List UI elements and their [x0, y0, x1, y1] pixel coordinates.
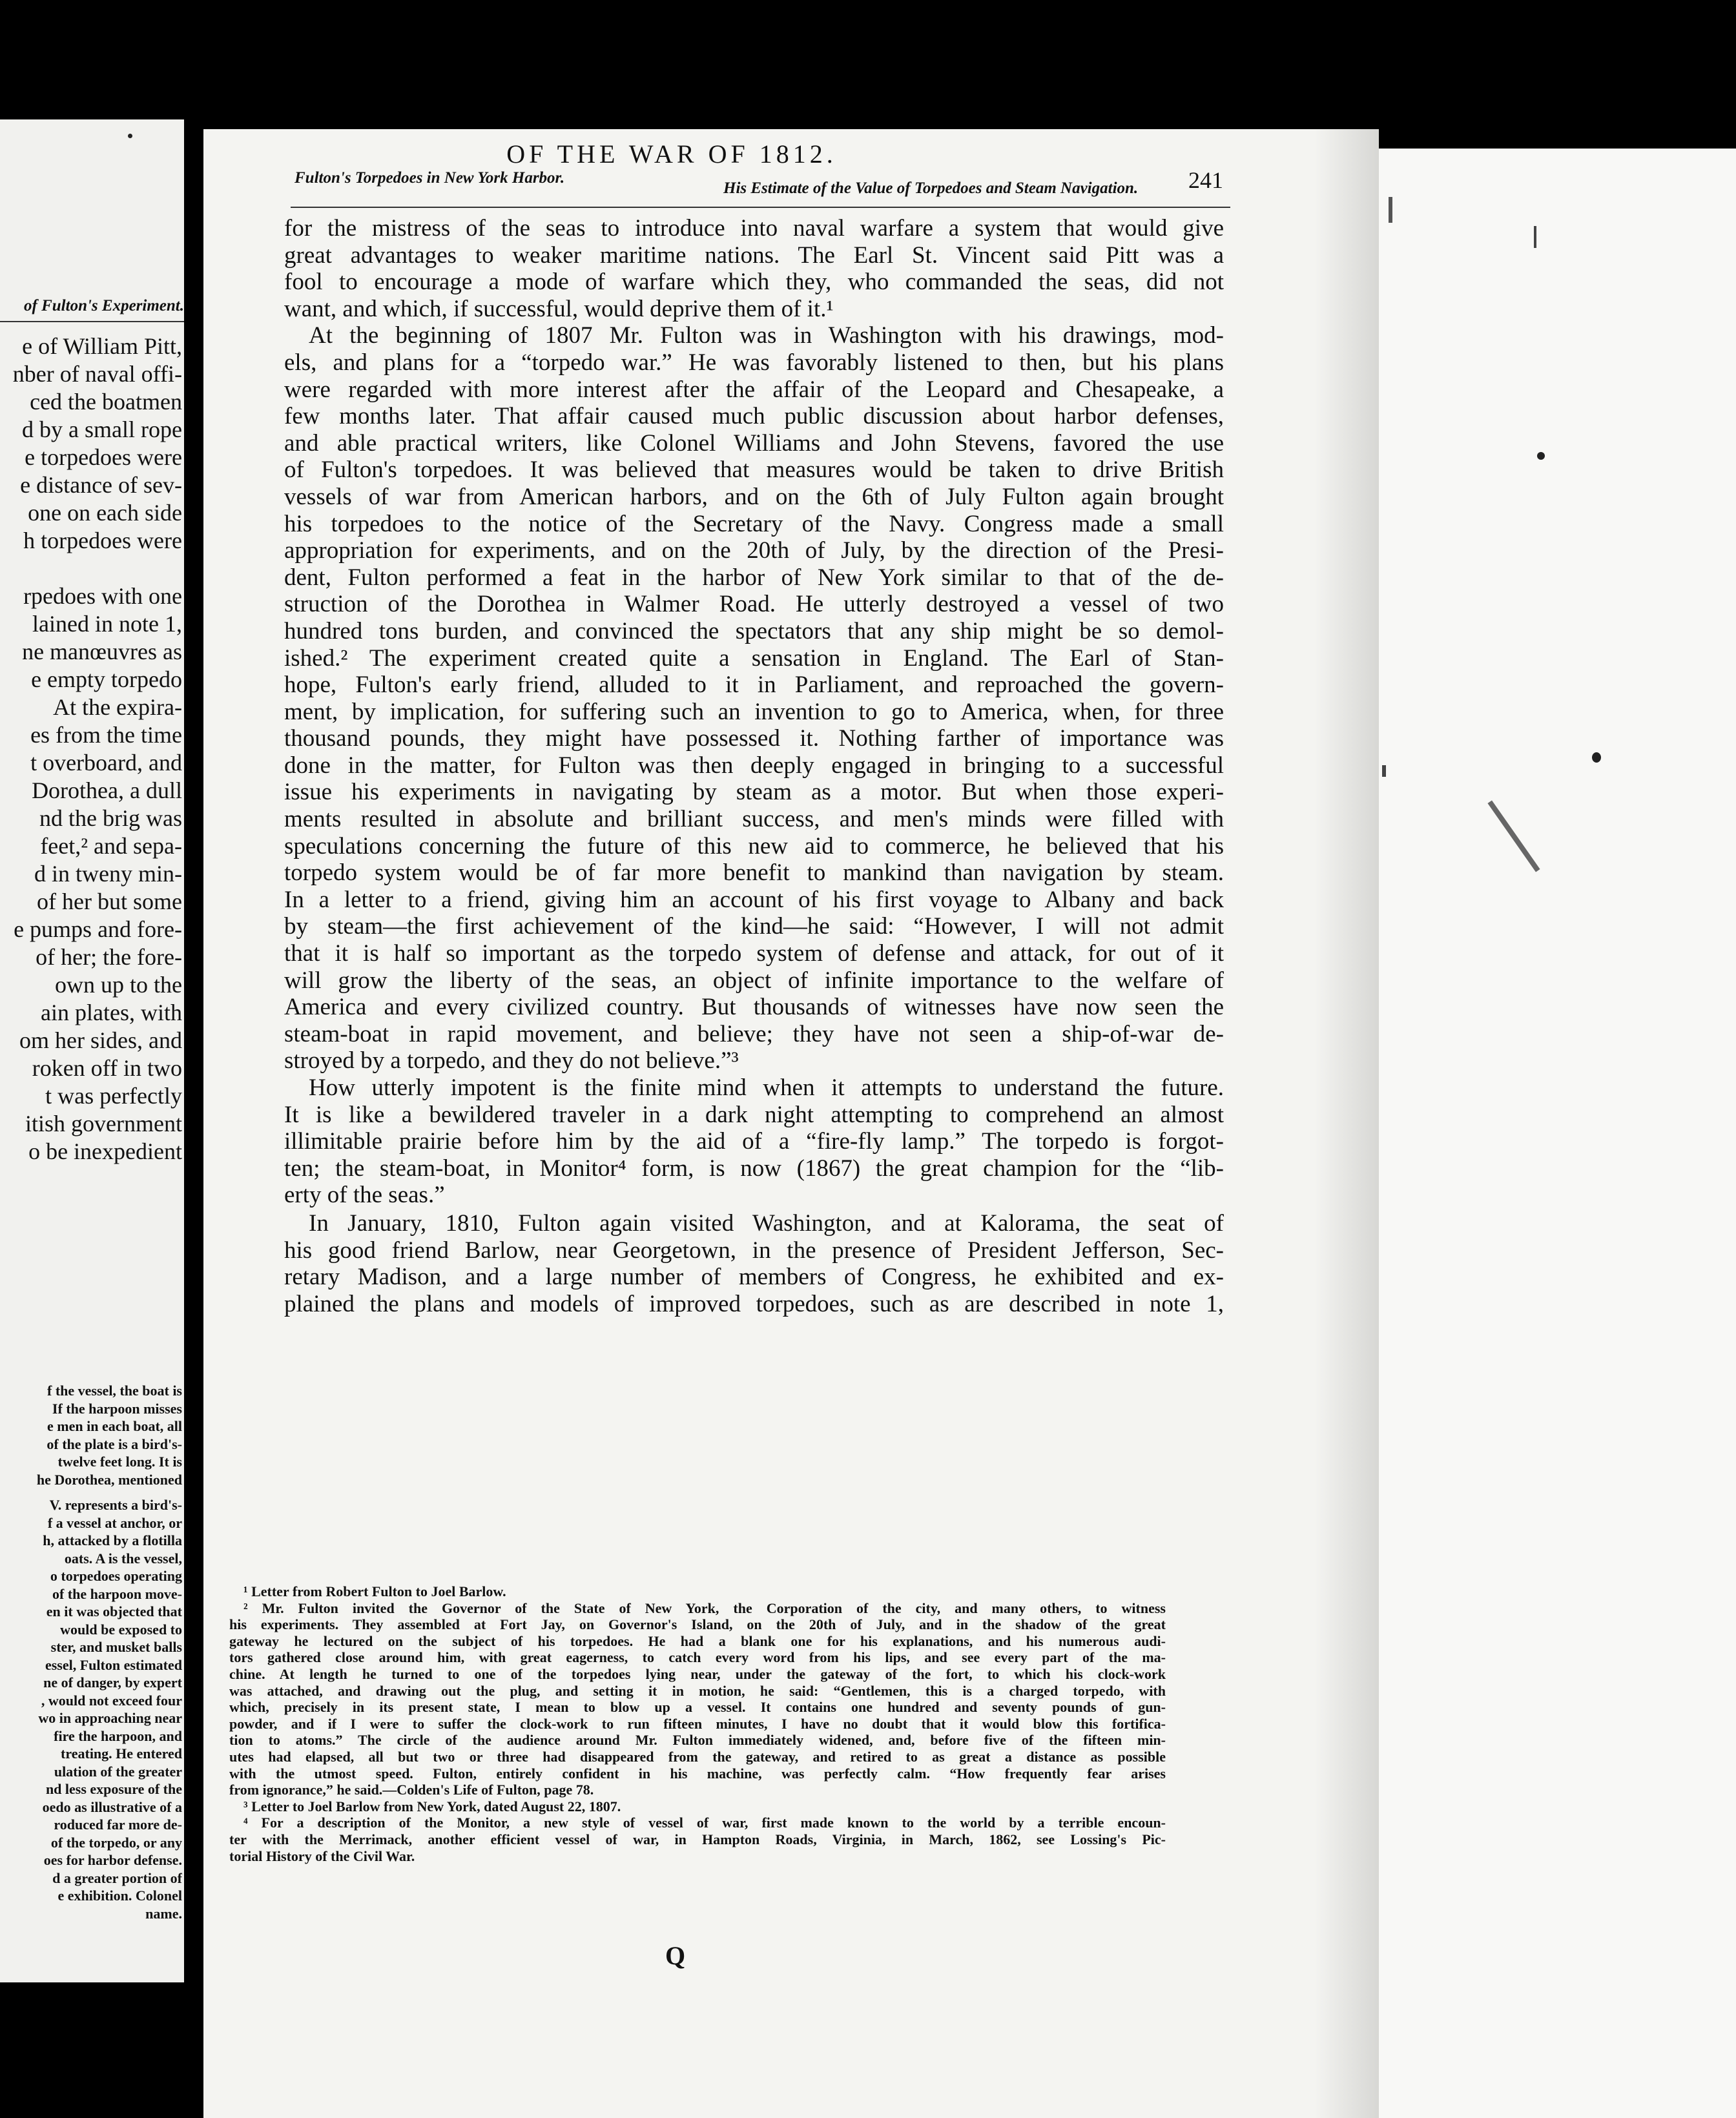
previous-page-line: itish government: [25, 1111, 182, 1136]
previous-page-note-line: he Dorothea, mentioned: [36, 1471, 182, 1488]
previous-page-note-line: roduced far more de-: [54, 1816, 182, 1833]
body-line: erty of the seas.”: [284, 1182, 445, 1209]
previous-page-line: rpedoes with one: [23, 583, 182, 609]
footnote-line: his experiments. They assembled at Fort Jay, on Governor's Island, on the 20th of July, and in the shadow of the great: [229, 1616, 1166, 1633]
previous-page-note-line: o torpedoes operating: [50, 1568, 182, 1584]
body-line: his good friend Barlow, near Georgetown, in the presence of President Jefferson, Sec-: [284, 1237, 1224, 1264]
previous-page-note-line: treating. He entered: [61, 1745, 182, 1762]
previous-page-note-gap: [0, 1488, 182, 1496]
body-line: vessels of war from American harbors, and on the 6th of July Fulton again brought: [284, 483, 1224, 510]
previous-page-line: e pumps and fore-: [14, 916, 182, 942]
body-line: few months later. That affair caused much public discussion about harbor defenses,: [284, 403, 1224, 430]
body-line: In a letter to a friend, giving him an account of his first voyage to Albany and back: [284, 886, 1224, 913]
body-line: It is like a bewildered traveler in a dark night attempting to comprehend an almost: [284, 1101, 1224, 1128]
previous-page-line: h torpedoes were: [23, 528, 182, 553]
previous-page-note-line: f the vessel, the boat is: [47, 1383, 182, 1399]
body-line: of Fulton's torpedoes. It was believed that measures would be taken to drive British: [284, 457, 1224, 484]
body-line: fool to encourage a mode of warfare which they, who commanded the seas, did not: [284, 269, 1224, 296]
previous-page-note-line: would be exposed to: [60, 1621, 182, 1638]
footnote-line: was attached, and drawing out the plug, and setting it in motion, he said: “Gentlemen, this is a charged torpedo, with: [229, 1682, 1166, 1699]
ink-speck: [128, 134, 132, 138]
previous-page-note-line: ulation of the greater: [54, 1763, 182, 1780]
footnote-line: utes had elapsed, all but two or three had disappeared from the gateway, and retired to as great a distance as possible: [229, 1748, 1166, 1765]
previous-page-line: e empty torpedo: [31, 666, 182, 692]
previous-page-line: nd the brig was: [39, 805, 182, 831]
previous-page-line: ne manœuvres as: [22, 639, 182, 664]
previous-page-line: of her but some: [37, 889, 182, 914]
previous-page-note-line: ster, and musket balls: [50, 1639, 182, 1655]
ink-speck: [1537, 452, 1545, 460]
body-line: How utterly impotent is the finite mind when it attempts to understand the future.: [309, 1074, 1224, 1101]
previous-page-line: own up to the: [55, 972, 182, 998]
body-line: America and every civilized country. But thousands of witnesses have now seen the: [284, 994, 1224, 1021]
ink-streak: [1487, 800, 1540, 872]
previous-page-note-line: e exhibition. Colonel: [57, 1887, 182, 1904]
footnote-line: which, precisely in its present state, I mean to blow up a vessel. It contains one hundred and seventy pounds of gun-: [229, 1699, 1166, 1716]
footnote-line: tors gathered close around him, with great eagerness, to catch every word from his lips, and see every part of the ma-: [229, 1649, 1166, 1666]
footnote-line: gateway he lectured on the subject of his torpedoes. He had a blank one for his explanations, and his numerous audi-: [229, 1632, 1166, 1649]
previous-page-line: lained in note 1,: [32, 611, 182, 637]
body-line: illimitable prairie before him by the aid of a “fire-fly lamp.” The torpedo is forgot-: [284, 1128, 1224, 1155]
footnote-line: ³ Letter to Joel Barlow from New York, dated August 22, 1807.: [243, 1798, 621, 1815]
body-line: appropriation for experiments, and on the 20th of July, by the direction of the Presi-: [284, 537, 1224, 564]
body-line: were regarded with more interest after the affair of the Leopard and Chesapeake, a: [284, 376, 1224, 403]
previous-page-note-line: of the harpoon move-: [52, 1585, 182, 1602]
previous-page-line: ain plates, with: [41, 1000, 182, 1025]
previous-page-line: o be inexpedient: [28, 1138, 182, 1164]
previous-page-note-line: If the harpoon misses: [52, 1400, 182, 1417]
footnote-line: ² Mr. Fulton invited the Governor of the State of New York, the Corporation of the city, and many others, to witness: [243, 1599, 1166, 1616]
previous-page-body: [0, 333, 182, 1166]
footnote-line: ter with the Merrimack, another efficient vessel of war, in Hampton Roads, Virginia, in March, 1862, see Lossing's Pic-: [229, 1831, 1166, 1847]
previous-page-note-line: essel, Fulton estimated: [45, 1656, 182, 1673]
footnote-line: tion to atoms.” The circle of the audience around Mr. Fulton immediately widened, and, before five of the fifteen min-: [229, 1732, 1166, 1749]
previous-page-note-line: d a greater portion of: [52, 1869, 182, 1886]
body-line: plained the plans and models of improved torpedoes, such as are described in note 1,: [284, 1290, 1224, 1317]
previous-page-line: feet,² and sepa-: [40, 833, 182, 859]
previous-page-note-line: nd less exposure of the: [45, 1781, 182, 1797]
footnotes: [229, 1583, 1166, 1864]
body-line: els, and plans for a “torpedo war.” He was favorably listened to then, but his plans: [284, 349, 1224, 376]
body-line: for the mistress of the seas to introduce into naval warfare a system that would give: [284, 215, 1224, 242]
previous-page-note-line: of the plate is a bird's-: [46, 1435, 182, 1452]
footnote-line: powder, and if I were to suffer the clock-work to run fifteen minutes, I have no doubt that it would blow this fortifica-: [229, 1715, 1166, 1732]
previous-page-line: e of William Pitt,: [22, 333, 182, 359]
head-rule: [291, 207, 1230, 208]
ink-mark: [1389, 197, 1392, 223]
ink-mark: [1382, 765, 1386, 777]
footnote-line: torial History of the Civil War.: [229, 1847, 415, 1864]
previous-page-line: ced the boatmen: [30, 389, 182, 415]
previous-page-note-line: en it was objected that: [46, 1603, 182, 1619]
body-line: dent, Fulton performed a feat in the harbor of New York similar to that of the de-: [284, 564, 1224, 591]
body-line: hope, Fulton's early friend, alluded to it in Parliament, and reproached the govern-: [284, 672, 1224, 699]
footnote-line: ⁴ For a description of the Monitor, a new style of vessel of war, first made known to the world by a terrible encoun-: [243, 1815, 1166, 1831]
body-line: will grow the liberty of the seas, an object of infinite importance to the welfare of: [284, 967, 1224, 994]
body-line: retary Madison, and a large number of members of Congress, he exhibited and ex-: [284, 1264, 1224, 1291]
previous-page-running-head: of Fulton's Experiment.: [24, 297, 184, 314]
body-line: thousand pounds, they might have possessed it. Nothing farther of importance was: [284, 725, 1224, 752]
previous-page-note-line: , would not exceed four: [41, 1692, 182, 1709]
body-text: [284, 215, 1224, 1317]
signature-mark: Q: [665, 1941, 686, 1970]
previous-page-note-line: oedo as illustrative of a: [42, 1798, 182, 1815]
body-line: by steam—the first achievement of the kind—he said: “However, I will not admit: [284, 913, 1224, 940]
previous-page-note-line: twelve feet long. It is: [57, 1454, 182, 1470]
body-line: At the beginning of 1807 Mr. Fulton was in Washington with his drawings, mod-: [309, 322, 1224, 349]
footnote-line: chine. At length he turned to one of the torpedoes lying near, under the gateway of the fort, to which his clock-work: [229, 1665, 1166, 1682]
previous-page-note-line: fire the harpoon, and: [54, 1727, 182, 1744]
previous-page-line: At the expira-: [53, 694, 182, 720]
body-line: steam-boat in rapid movement, and believe; they have not seen a ship-of-war de-: [284, 1020, 1224, 1047]
body-line: hundred tons burden, and convinced the spectators that any ship might be so demol-: [284, 617, 1224, 644]
facing-blank-leaf: [1379, 149, 1736, 2118]
body-line: stroyed by a torpedo, and they do not believe.”³: [284, 1047, 739, 1074]
body-line: great advantages to weaker maritime nations. The Earl St. Vincent said Pitt was a: [284, 242, 1224, 269]
previous-page-line: nber of naval offi-: [12, 361, 182, 387]
previous-page-line: t overboard, and: [30, 750, 182, 776]
previous-page-head-rule: [0, 321, 184, 322]
body-line: want, and which, if successful, would deprive them of it.¹: [284, 295, 834, 322]
previous-page-note-line: V. represents a bird's-: [49, 1497, 182, 1513]
body-line: torpedo system would be of far more benefit to mankind than navigation by steam.: [284, 859, 1224, 887]
previous-page-note-line: oes for harbor defense.: [43, 1852, 182, 1868]
body-line: ment, by implication, for suffering such an invention to go to America, when, for three: [284, 698, 1224, 725]
previous-page-note-line: wo in approaching near: [38, 1710, 182, 1726]
previous-page-line: roken off in two: [32, 1055, 182, 1081]
previous-page-note-line: of the torpedo, or any: [50, 1834, 182, 1851]
running-head: OF THE WAR OF 1812.: [506, 139, 837, 169]
body-line: that it is half so important as the torpedo system of defense and attack, for out of it: [284, 940, 1224, 967]
footnote-line: from ignorance,” he said.—Colden's Life of Fulton, page 78.: [229, 1782, 594, 1798]
body-line: issue his experiments in navigating by steam as a motor. But when those experi-: [284, 779, 1224, 806]
previous-page-note-line: oats. A is the vessel,: [64, 1550, 182, 1567]
previous-page-note-line: name.: [145, 1905, 182, 1922]
previous-page-line: e torpedoes were: [25, 444, 182, 470]
previous-page-line: one on each side: [28, 500, 182, 526]
previous-page-note-line: f a vessel at anchor, or: [47, 1514, 182, 1531]
previous-page-notes: [0, 1382, 182, 1922]
previous-page-line: Dorothea, a dull: [32, 777, 182, 803]
ink-mark: [1534, 226, 1536, 248]
previous-page-blank-line: [0, 555, 182, 582]
previous-page: [0, 119, 184, 1982]
previous-page-line: e distance of sev-: [20, 472, 182, 498]
previous-page-line: t was perfectly: [45, 1083, 182, 1109]
body-line: struction of the Dorothea in Walmer Road. He utterly destroyed a vessel of two: [284, 591, 1224, 618]
ink-speck: [1592, 752, 1601, 763]
body-line: his torpedoes to the notice of the Secretary of the Navy. Congress made a small: [284, 510, 1224, 537]
body-line: In January, 1810, Fulton again visited Washington, and at Kalorama, the seat of: [309, 1209, 1224, 1237]
previous-page-line: es from the time: [30, 722, 182, 748]
previous-page-line: d in tweny min-: [34, 861, 182, 887]
footnote-line: ¹ Letter from Robert Fulton to Joel Barlow.: [243, 1583, 506, 1599]
body-line: ished.² The experiment created quite a sensation in England. The Earl of Stan-: [284, 644, 1224, 672]
body-line: done in the matter, for Fulton was then deeply engaged in bringing to a successful: [284, 752, 1224, 779]
previous-page-line: of her; the fore-: [36, 944, 182, 970]
previous-page-note-line: e men in each boat, all: [47, 1418, 182, 1434]
body-line: ten; the steam-boat, in Monitor⁴ form, is now (1867) the great champion for the “lib-: [284, 1155, 1224, 1182]
page-number: 241: [1188, 167, 1223, 193]
subhead-left: Fulton's Torpedoes in New York Harbor.: [294, 169, 565, 187]
body-line: and able practical writers, like Colonel Williams and John Stevens, favored the use: [284, 429, 1224, 457]
footnote-line: with the utmost speed. Fulton, entirely confident in his machine, was perfectly calm. “How frequently fear arises: [229, 1765, 1166, 1782]
previous-page-line: om her sides, and: [19, 1027, 182, 1053]
body-line: speculations concerning the future of this new aid to commerce, he believed that his: [284, 832, 1224, 859]
previous-page-note-line: h, attacked by a flotilla: [43, 1532, 182, 1548]
subhead-right: His Estimate of the Value of Torpedoes and Steam Navigation.: [723, 180, 1139, 197]
body-line: ments resulted in absolute and brilliant success, and men's minds were filled with: [284, 806, 1224, 833]
previous-page-note-line: ne of danger, by expert: [43, 1674, 182, 1691]
previous-page-line: d by a small rope: [22, 416, 182, 442]
page-edge-shadow: [1314, 129, 1379, 2118]
